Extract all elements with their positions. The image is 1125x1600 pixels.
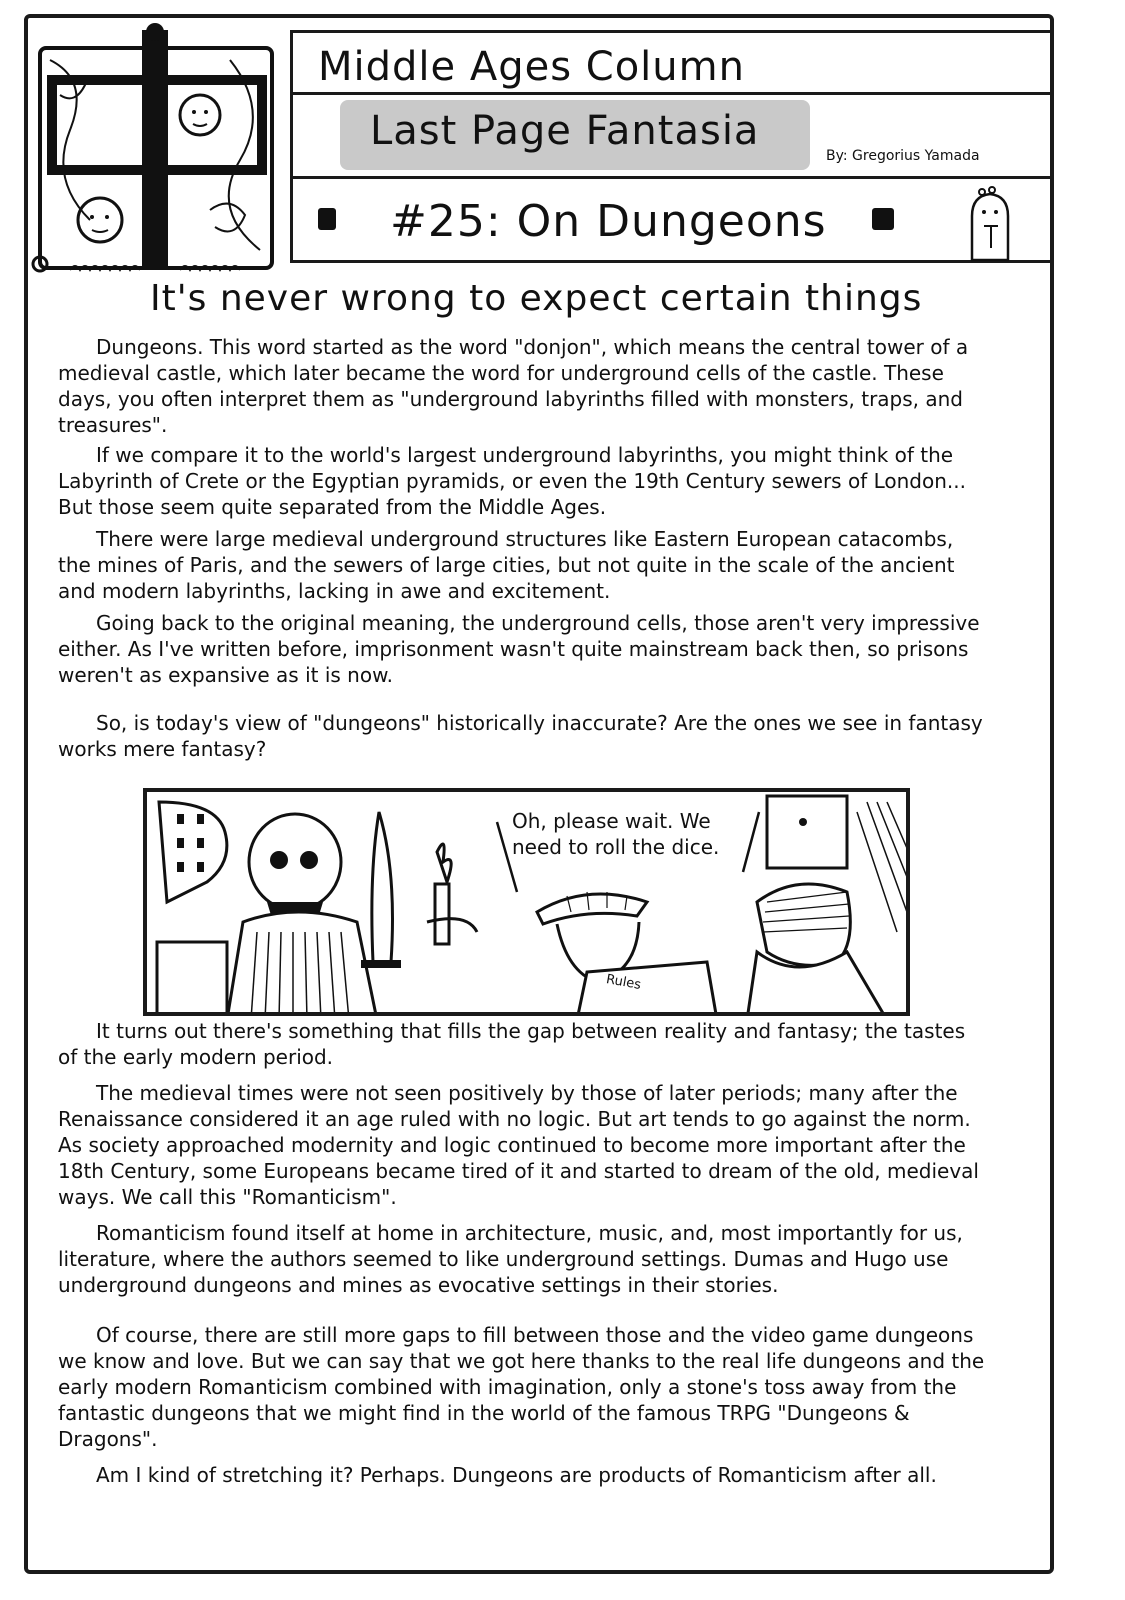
paragraph-9: Of course, there are still more gaps to fill between those and the video game dungeons we know and love. But we can say that we got here thanks to the real life dungeons and the early modern Romanticism combined with imagination, only a stone's toss away from the fantastic dungeons that we might find in the world of the famous TRPG "Dungeons & Dragons". <box>58 1323 985 1451</box>
paragraph-5: So, is today's view of "dungeons" historically inaccurate? Are the ones we see in fantasy works mere fantasy? <box>58 711 983 761</box>
mascot-doodle <box>962 186 1018 262</box>
header-rule-bottom <box>290 260 1052 263</box>
header-rule-2 <box>290 92 1052 95</box>
header-rule-left <box>290 30 293 262</box>
speech-bubble-text: Oh, please wait. We need to roll the dice. <box>512 809 720 859</box>
ink-mark-left <box>318 208 336 230</box>
paragraph-4: Going back to the original meaning, the underground cells, those aren't very impressive either. As I've written before, imprisonment wasn't quite mainstream back then, so prisons weren't as expansive as it is now. <box>58 611 980 687</box>
article-subtitle: It's never wrong to expect certain things <box>150 278 923 319</box>
ink-mark-right <box>872 208 894 230</box>
paragraph-6: It turns out there's something that fills the gap between reality and fantasy; the tastes of the early modern period. <box>58 1019 966 1069</box>
header-rule-top <box>290 30 1052 33</box>
paragraph-8: Romanticism found itself at home in architecture, music, and, most importantly for us, literature, where the authors seemed to like underground settings. Dumas and Hugo use underground dungeons and mines as evocative settings in their stories. <box>58 1221 963 1297</box>
paragraph-1: Dungeons. This word started as the word "donjon", which means the central tower of a medieval castle, which later became the word for underground cells of the castle. These days, you often interpret them as "underground labyrinths filled with monsters, traps, and treasures". <box>58 335 969 437</box>
rules-book-label: Rules <box>604 972 643 993</box>
header-rule-3 <box>290 176 1052 179</box>
paragraph-3: There were large medieval underground structures like Eastern European catacombs, the mines of Paris, and the sewers of large cities, but not quite in the scale of the ancient and modern labyrinths, lacking in awe and excitement. <box>58 527 955 603</box>
illuminated-initial-emblem <box>30 20 280 275</box>
paragraph-2: If we compare it to the world's largest underground labyrinths, you might think of the Labyrinth of Crete or the Egyptian pyramids, or even the 19th Century sewers of London... But those seem quite separated from the Middle Ages. <box>58 443 966 519</box>
paragraph-10: Am I kind of stretching it? Perhaps. Dungeons are products of Romanticism after all. <box>96 1463 937 1487</box>
column-title: Last Page Fantasia <box>370 108 760 154</box>
paragraph-7: The medieval times were not seen positively by those of later periods; many after the Renaissance considered it an age ruled with no logic. But art tends to go against the norm. As society approached modernity and logic continued to become more important after the 18th Century, some Europeans became tired of it and started to dream of the old, medieval ways. We call this "Romanticism". <box>58 1081 979 1209</box>
byline: By: Gregorius Yamada <box>826 148 980 164</box>
series-title: Middle Ages Column <box>318 44 745 90</box>
issue-title: #25: On Dungeons <box>390 196 827 247</box>
